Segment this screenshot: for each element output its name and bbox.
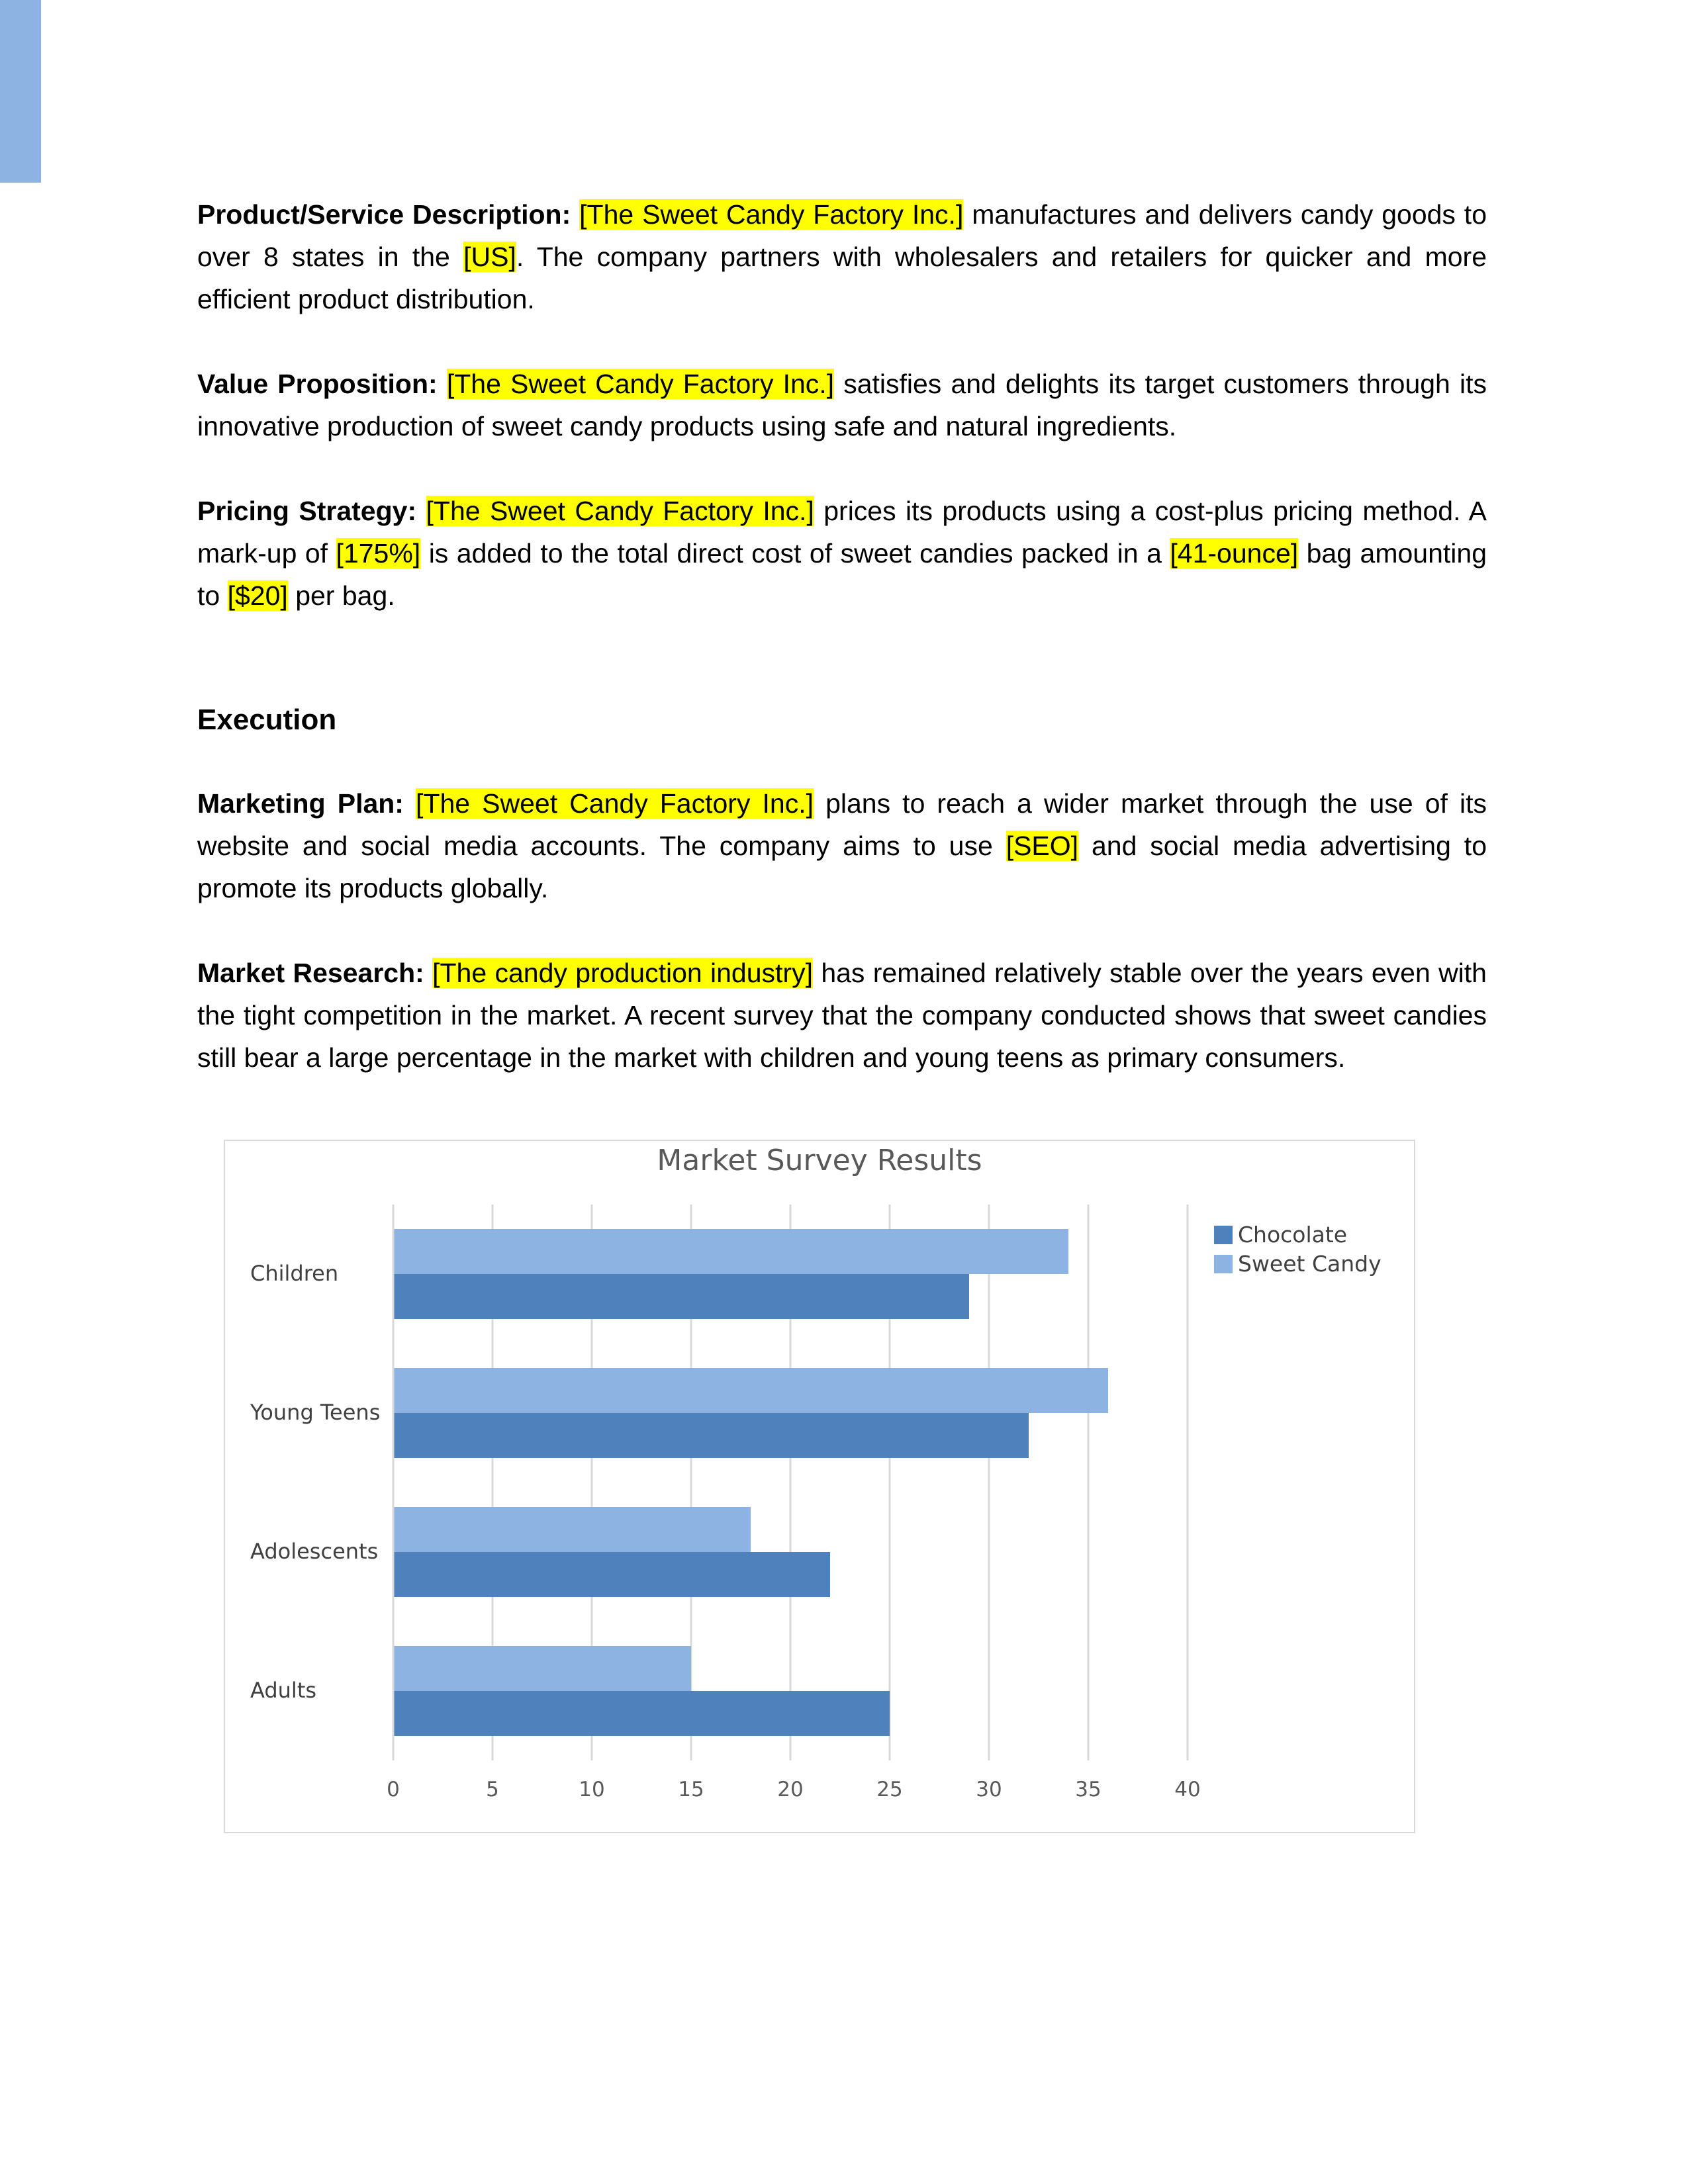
value-proposition-paragraph: Value Proposition: [The Sweet Candy Factory Inc.] satisfies and delights its target customers through its innovative production of sweet candy products using safe and natural ingredients. [197, 369, 1487, 441]
bar-sweet-candy [393, 1229, 1068, 1274]
x-tick-label: 5 [486, 1778, 499, 1801]
y-category-label: Adolescents [250, 1539, 379, 1564]
bar-sweet-candy [393, 1368, 1108, 1413]
price-placeholder: [$20] [227, 580, 288, 611]
company-placeholder: [The Sweet Candy Factory Inc.] [579, 199, 964, 230]
x-tick-label: 0 [387, 1778, 400, 1801]
market-survey-chart [224, 1140, 1415, 1833]
chart-svg [225, 1141, 1414, 1832]
marketing-plan-label: Marketing Plan: [197, 788, 404, 819]
document-body [197, 193, 1487, 1121]
company-placeholder: [The Sweet Candy Factory Inc.] [426, 496, 814, 526]
markup-placeholder: [175%] [336, 538, 421, 569]
legend-label: Sweet Candy [1238, 1251, 1382, 1277]
side-tab-decoration [0, 0, 41, 183]
market-research-paragraph: Market Research: [The candy production industry] has remained relatively stable over the years even with the tight competition in the market. A recent survey that the company conducted shows that sweet candies still bear a large percentage in the market with children and young teens as primary consumers. [197, 958, 1487, 1073]
x-tick-label: 10 [579, 1778, 605, 1801]
bar-chocolate [393, 1552, 830, 1597]
y-category-label: Young Teens [250, 1400, 381, 1425]
pricing-strategy-label: Pricing Strategy: [197, 496, 417, 526]
pricing-strategy-paragraph: Pricing Strategy: [The Sweet Candy Factory Inc.] prices its products using a cost-plus pricing method. A mark-up of [175%] is added to the total direct cost of sweet candies packed in a [41-ounce] bag amounting to [$20] per bag. [197, 496, 1487, 611]
legend-label: Chocolate [1238, 1222, 1348, 1248]
seo-placeholder: [SEO] [1006, 831, 1079, 861]
bar-chocolate [393, 1413, 1029, 1458]
marketing-plan-paragraph: Marketing Plan: [The Sweet Candy Factory Inc.] plans to reach a wider market through the use of its website and social media accounts. The company aims to use [SEO] and social media advertising to promote its products globally. [197, 788, 1487, 903]
x-tick-label: 20 [777, 1778, 804, 1801]
bag-size-placeholder: [41-ounce] [1170, 538, 1299, 569]
bar-sweet-candy [393, 1646, 691, 1691]
x-tick-label: 30 [976, 1778, 1002, 1801]
country-placeholder: [US] [463, 242, 516, 272]
product-description-paragraph: Product/Service Description: [The Sweet Candy Factory Inc.] manufactures and delivers candy goods to over 8 states in the [US]. The company partners with wholesalers and retailers for quicker and more efficient product distribution. [197, 199, 1487, 314]
bar-chocolate [393, 1691, 890, 1736]
product-description-label: Product/Service Description: [197, 199, 571, 230]
company-placeholder: [The Sweet Candy Factory Inc.] [446, 369, 835, 399]
y-category-label: Children [250, 1261, 339, 1286]
x-tick-label: 15 [678, 1778, 704, 1801]
execution-heading: Execution [197, 704, 337, 736]
market-research-label: Market Research: [197, 958, 424, 988]
industry-placeholder: [The candy production industry] [432, 958, 813, 988]
bar-sweet-candy [393, 1507, 751, 1552]
value-proposition-label: Value Proposition: [197, 369, 438, 399]
x-tick-label: 40 [1174, 1778, 1201, 1801]
chart-title: Market Survey Results [657, 1144, 982, 1177]
x-tick-label: 25 [876, 1778, 903, 1801]
bar-chocolate [393, 1274, 969, 1319]
legend-swatch [1214, 1226, 1233, 1244]
company-placeholder: [The Sweet Candy Factory Inc.] [416, 788, 814, 819]
y-category-label: Adults [250, 1678, 317, 1703]
x-tick-label: 35 [1075, 1778, 1102, 1801]
legend-swatch [1214, 1255, 1233, 1273]
